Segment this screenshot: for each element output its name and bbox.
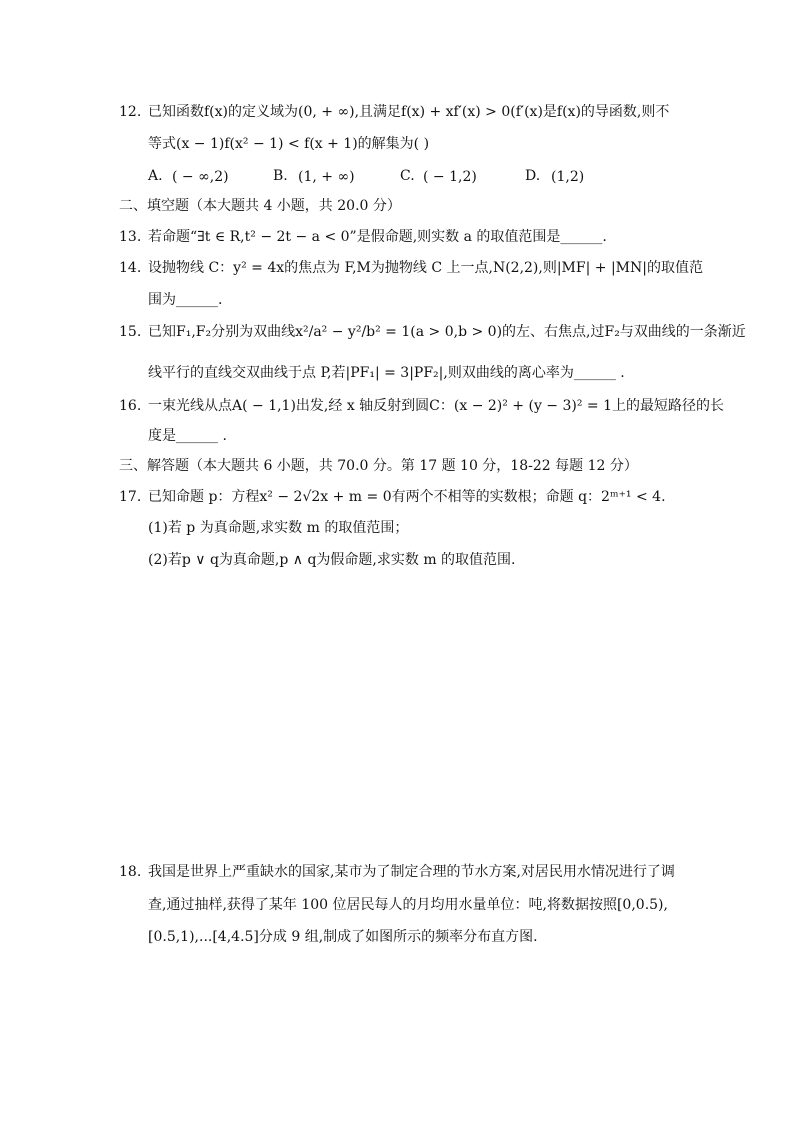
- option-c-text: ( − 1,2): [423, 169, 477, 185]
- option-b-label: B.: [273, 168, 288, 184]
- question-16-number: 16.: [119, 398, 142, 414]
- question-18-line-2: 查,通过抽样,获得了某年 100 位居民每人的月均用水量单位：吨,将数据按照[0,0.5),: [148, 897, 668, 913]
- question-18-number: 18.: [119, 864, 142, 880]
- question-16-line-2: 度是______ .: [148, 428, 227, 444]
- question-15-line-2: 线平行的直线交双曲线于点 P,若|PF₁| = 3|PF₂|,则双曲线的离心率为______ .: [148, 365, 625, 381]
- question-16-line-1: 一束光线从点A( − 1,1)出发,经 x 轴反射到圆C：(x − 2)² + (y − 3)² = 1上的最短路径的长: [148, 398, 725, 414]
- question-14-line-2: 围为______.: [148, 292, 223, 308]
- option-d-label: D.: [525, 168, 541, 184]
- question-14-number: 14.: [119, 260, 142, 276]
- question-18-line-3: [0.5,1),...[4,4.5]分成 9 组,制成了如图所示的频率分布直方图.: [148, 929, 538, 945]
- question-17-part-1: (1)若 p 为真命题,求实数 m 的取值范围；: [148, 520, 409, 536]
- section-answer-heading: 三、解答题（本大题共 6 小题，共 70.0 分。第 17 题 10 分，18-22 每题 12 分）: [119, 458, 638, 474]
- question-18-line-1: 我国是世界上严重缺水的国家,某市为了制定合理的节水方案,对居民用水情况进行了调: [148, 864, 675, 880]
- question-17-part-2: (2)若p ∨ q为真命题,p ∧ q为假命题,求实数 m 的取值范围.: [148, 552, 516, 568]
- option-d-text: (1,2): [551, 169, 585, 185]
- question-15-number: 15.: [119, 324, 142, 340]
- question-14-line-1: 设抛物线 C：y² = 4x的焦点为 F,M为抛物线 C 上一点,N(2,2),则|MF| + |MN|的取值范: [148, 260, 703, 276]
- question-13-line-1: 若命题“∃t ∈ R,t² − 2t − a < 0”是假命题,则实数 a 的取值范围是______.: [148, 229, 607, 245]
- question-13-number: 13.: [119, 229, 142, 245]
- option-c-label: C.: [400, 168, 415, 184]
- option-a-text: ( − ∞,2): [172, 169, 229, 185]
- question-12-line-1: 已知函数f(x)的定义域为(0, + ∞),且满足f(x) + xf′(x) > 0(f′(x)是f(x)的导函数,则不: [148, 104, 670, 120]
- section-fill-in-heading: 二、填空题（本大题共 4 小题，共 20.0 分）: [119, 198, 401, 214]
- question-17-line-1: 已知命题 p：方程x² − 2√2x + m = 0有两个不相等的实数根；命题 q：2ᵐ⁺¹ < 4.: [148, 489, 666, 505]
- question-12-number: 12.: [119, 104, 142, 120]
- question-15-line-1: 已知F₁,F₂分别为双曲线x²/a² − y²/b² = 1(a > 0,b > 0)的左、右焦点,过F₂与双曲线的一条渐近: [148, 324, 746, 340]
- option-b-text: (1, + ∞): [298, 169, 355, 185]
- question-17-number: 17.: [119, 489, 142, 505]
- option-a-label: A.: [148, 168, 163, 184]
- question-12-line-2: 等式(x − 1)f(x² − 1) < f(x + 1)的解集为( ): [148, 136, 430, 152]
